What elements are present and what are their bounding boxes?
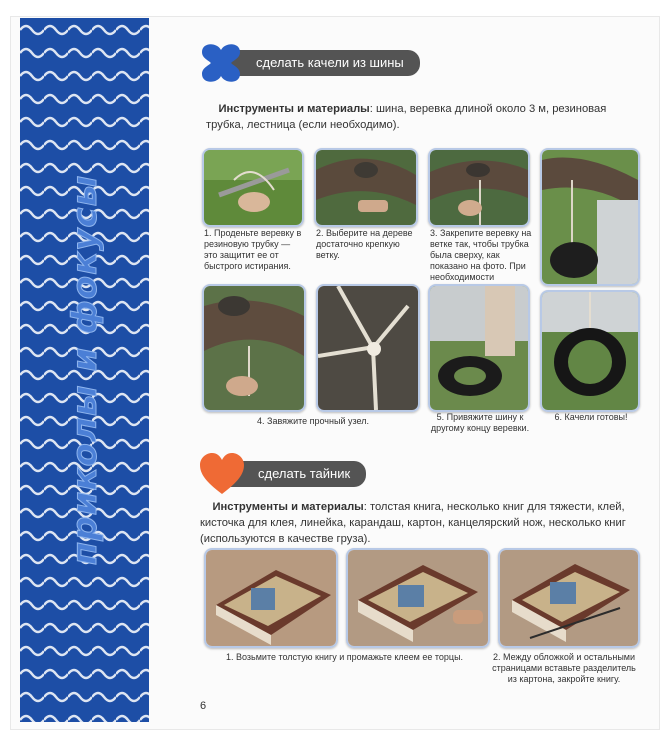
section1-caption-6: 6. Качели готовы! <box>554 412 628 422</box>
section2-header <box>198 452 366 496</box>
section1-caption-5: 5. Привяжите шину к другому концу веревки. <box>430 412 530 433</box>
heart-icon <box>198 452 246 496</box>
section2-caption-2: 2. Между обложкой и остальными страницами вставьте разделитель из картона, закройте книгу. <box>492 652 636 684</box>
section2-materials-text: : толстая книга, несколько книг для тяжести, клей, кисточка для клея, линейка, карандаш, картон, канцелярский нож, несколько книг (используются в качестве груза). <box>200 501 626 545</box>
photo-knot-closeup <box>316 284 420 412</box>
photo-branch <box>314 148 418 227</box>
cross-icon <box>198 40 244 86</box>
section1-materials-text: : шина, веревка длиной около 3 м, резиновая трубка, лестница (если необходимо). <box>206 103 607 131</box>
photo-book-brush <box>346 548 490 648</box>
photo-tying-knot <box>202 284 306 412</box>
section2-title: сделать тайник <box>224 461 366 487</box>
photo-book-divider <box>498 548 640 648</box>
section1-title: сделать качели из шины <box>222 50 420 76</box>
photo-finished-swing-side <box>540 148 640 286</box>
section2-materials <box>200 499 636 547</box>
photo-rope-on-branch <box>428 148 530 227</box>
section1-caption-1: 1. Проденьте веревку в резиновую трубку — это защитит ее от быстрого истирания. <box>204 228 302 271</box>
section1-materials-label: Инструменты и материалы <box>218 103 370 115</box>
section1-caption-2: 2. Выберите на дереве достаточно крепкую ветку. <box>316 228 413 260</box>
section1-caption-3: 3. Закрепите веревку на ветке так, чтобы трубка была сверху, как показано на фото. При необходимости <box>430 228 532 282</box>
photo-book-glue <box>204 548 338 648</box>
photo-rope-tube <box>202 148 304 227</box>
photo-finished-swing <box>540 290 640 412</box>
sidebar-title: приколы и фокусы <box>64 174 105 566</box>
section1-header <box>198 40 420 86</box>
section2-materials-label: Инструменты и материалы <box>212 501 364 513</box>
sidebar <box>20 18 149 722</box>
section1-materials <box>206 101 626 133</box>
section2-caption-1: 1. Возьмите толстую книгу и промажьте клеем ее торцы. <box>226 652 464 662</box>
section1-caption-4: 4. Завяжите прочный узел. <box>257 416 369 426</box>
page-number: 6 <box>200 700 207 712</box>
photo-tying-tire <box>428 284 530 412</box>
